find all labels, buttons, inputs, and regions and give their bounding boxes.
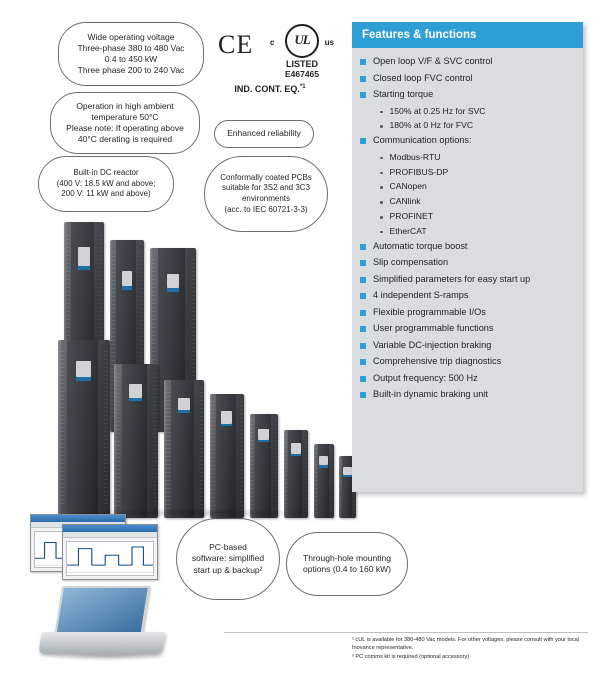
feature-subitem-label: Modbus-RTU <box>389 151 441 162</box>
bullet-dot-icon <box>380 186 383 189</box>
ul-industrial-footnote-ref: *1 <box>299 84 306 90</box>
feature-subitem-label: 180% at 0 Hz for FVC <box>389 120 474 131</box>
callout-ambient-text: Operation in high ambient temperature 50°C Please note: If operating above 40°C derating is required <box>66 100 184 145</box>
ul-c-marker: c <box>270 38 275 47</box>
drive-unit <box>164 380 204 518</box>
footer-divider <box>224 632 588 633</box>
ul-listed-label: LISTED <box>285 59 318 69</box>
bullet-square-icon <box>360 376 366 382</box>
ul-industrial-control-label <box>210 84 330 94</box>
feature-label: Simplified parameters for easy start up <box>373 273 531 284</box>
features-list <box>352 48 583 412</box>
callout-pc-based-software <box>176 518 280 600</box>
bullet-dot-icon <box>380 201 383 204</box>
callout-reliability-text: Enhanced reliability <box>227 128 301 139</box>
bullet-square-icon <box>360 260 366 266</box>
feature-subitem-label: CANlink <box>389 196 421 207</box>
feature-item <box>360 389 577 400</box>
bullet-dot-icon <box>380 216 383 219</box>
callout-built-in-dc-reactor <box>38 156 174 212</box>
feature-item <box>360 340 577 351</box>
features-panel <box>352 22 583 492</box>
feature-label: Starting torque <box>373 89 434 100</box>
bullet-square-icon <box>360 310 366 316</box>
feature-subitem-label: PROFIBUS-DP <box>389 166 449 177</box>
feature-item <box>360 56 577 67</box>
bullet-square-icon <box>360 277 366 283</box>
bullet-square-icon <box>360 138 366 144</box>
ul-file-number: E467465 <box>284 69 320 79</box>
callout-enhanced-reliability <box>214 120 314 148</box>
feature-item <box>360 323 577 334</box>
product-family-image <box>58 218 348 508</box>
bullet-dot-icon <box>380 172 383 175</box>
waveform-icon <box>67 542 153 575</box>
callout-pc-software-text: PC-based software: simplified start up & backup² <box>191 542 265 575</box>
feature-item <box>360 356 577 367</box>
feature-subitem-label: EtherCAT <box>389 225 427 236</box>
laptop-base <box>38 632 165 654</box>
bullet-square-icon <box>360 92 366 98</box>
bullet-square-icon <box>360 392 366 398</box>
callout-dc-reactor-text: Built-in DC reactor (400 V: 18.5 kW and above; 200 V: 11 kW and above) <box>56 168 156 199</box>
ul-logo-text: UL <box>294 32 310 47</box>
feature-subitem <box>360 226 577 236</box>
feature-subitem <box>360 120 577 130</box>
bullet-dot-icon <box>380 125 383 128</box>
bullet-dot-icon <box>380 157 383 160</box>
ul-industrial-text: IND. CONT. EQ. <box>234 84 300 94</box>
feature-subitem <box>360 196 577 206</box>
bullet-square-icon <box>360 244 366 250</box>
feature-label: Built-in dynamic braking unit <box>373 389 488 400</box>
bullet-dot-icon <box>380 111 383 114</box>
feature-label: Variable DC-injection braking <box>373 339 492 350</box>
bullet-square-icon <box>360 59 366 65</box>
features-panel-header <box>352 22 583 48</box>
pc-software-screenshots <box>30 512 170 578</box>
feature-subitem <box>360 181 577 191</box>
feature-item <box>360 373 577 384</box>
feature-label: Automatic torque boost <box>373 240 468 251</box>
feature-subitem <box>360 167 577 177</box>
callout-high-ambient-temperature <box>50 92 200 154</box>
feature-subitem <box>360 211 577 221</box>
drive-unit <box>284 430 308 518</box>
laptop-screen <box>54 586 150 638</box>
feature-label: User programmable functions <box>373 323 494 334</box>
feature-subitem-label: CANopen <box>389 181 427 192</box>
callout-wide-operating-voltage <box>58 22 204 86</box>
feature-item <box>360 257 577 268</box>
ce-mark-icon: CE <box>218 30 254 59</box>
footnotes <box>352 636 588 661</box>
bullet-dot-icon <box>380 231 383 234</box>
drive-unit <box>58 340 110 518</box>
feature-label: Communication options: <box>373 135 472 146</box>
callout-conformal-text: Conformally coated PCBs suitable for 3S2 and 3C3 environments (acc. to IEC 60721-3-3) <box>220 172 312 214</box>
feature-label: Slip compensation <box>373 257 449 268</box>
feature-item <box>360 290 577 301</box>
features-panel-title: Features & functions <box>362 29 477 41</box>
feature-subitem <box>360 152 577 162</box>
software-window <box>62 524 158 580</box>
feature-label: Output frequency: 500 Hz <box>373 372 478 383</box>
feature-item <box>360 274 577 285</box>
feature-subitem-label: 150% at 0.25 Hz for SVC <box>389 105 486 116</box>
ul-us-marker: us <box>324 38 334 47</box>
feature-subitem-label: PROFINET <box>389 211 433 221</box>
feature-subitem <box>360 106 577 116</box>
certification-marks <box>214 22 334 102</box>
footnote-item: ¹ cUL is available for 380-480 Vac models. For other voltages, please consult with your local Inovance representative. <box>352 637 579 652</box>
bullet-square-icon <box>360 326 366 332</box>
laptop-image <box>40 586 168 664</box>
callout-through-hole-mounting <box>286 532 408 596</box>
drive-unit <box>114 364 158 518</box>
feature-label: Closed loop FVC control <box>373 72 473 83</box>
feature-label: 4 independent S-ramps <box>373 290 469 301</box>
feature-item <box>360 89 577 100</box>
footnote-item: ² PC comms kit is required (optional accessory) <box>352 653 470 660</box>
bullet-square-icon <box>360 293 366 299</box>
ul-logo-icon <box>285 24 319 58</box>
bullet-square-icon <box>360 359 366 365</box>
drive-unit <box>314 444 334 518</box>
drive-unit <box>250 414 278 518</box>
bullet-square-icon <box>360 76 366 82</box>
feature-item <box>360 307 577 318</box>
bullet-square-icon <box>360 343 366 349</box>
feature-label: Open loop V/F & SVC control <box>373 56 493 66</box>
callout-voltage-text: Wide operating voltage Three-phase 380 to 480 Vac 0.4 to 450 kW Three phase 200 to 240 Vac <box>77 31 185 76</box>
feature-label: Flexible programmable I/Os <box>373 306 486 317</box>
feature-item <box>360 241 577 252</box>
ul-mark <box>270 24 334 79</box>
feature-item <box>360 73 577 84</box>
callout-through-hole-text: Through-hole mounting options (0.4 to 160 kW) <box>303 552 391 574</box>
drive-unit <box>210 394 244 518</box>
feature-label: Comprehensive trip diagnostics <box>373 356 502 367</box>
feature-item <box>360 135 577 146</box>
